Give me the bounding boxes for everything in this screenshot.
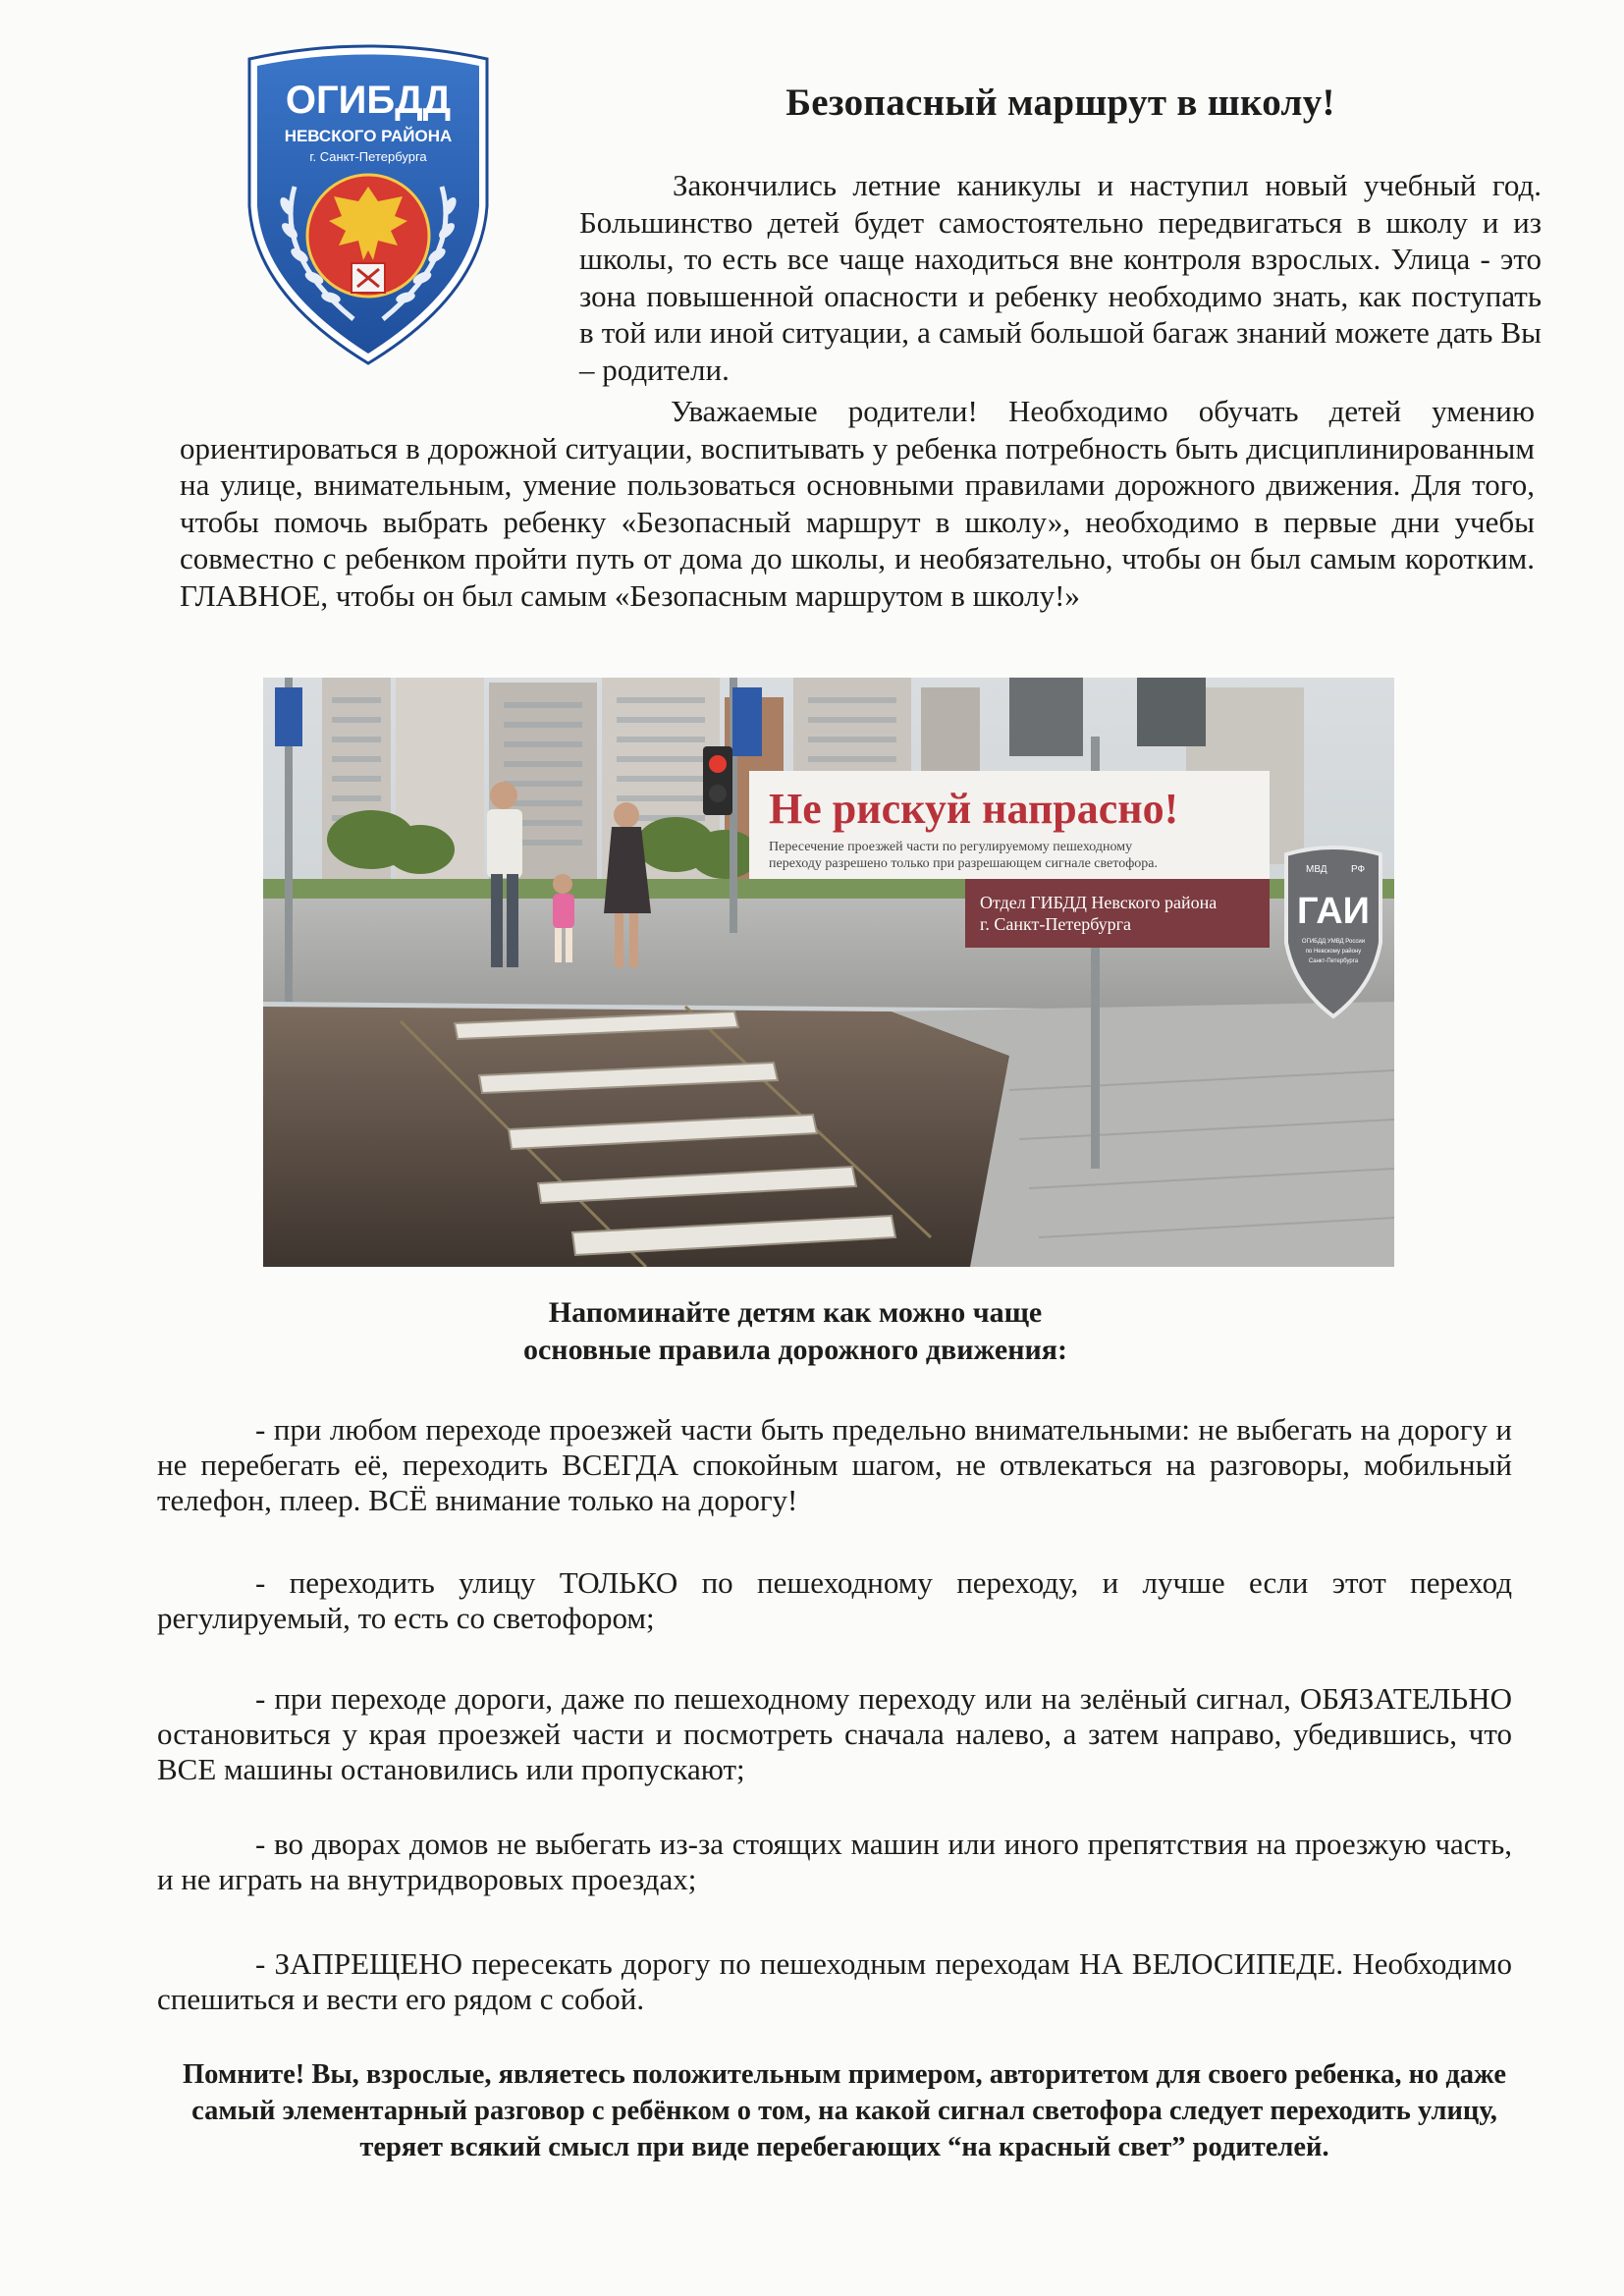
rule-item: - ЗАПРЕЩЕНО пересекать дорогу по пешеходным переходам НА ВЕЛОСИПЕДЕ. Необходимо спешиться и вести его рядом с собой.	[157, 1946, 1512, 2016]
badge-small-text-3: Санкт-Петербурга	[1308, 958, 1359, 964]
badge-small-text-2: по Невскому району	[1305, 949, 1362, 955]
document-title: Безопасный маршрут в школу!	[785, 82, 1335, 124]
ogibdd-emblem	[236, 39, 501, 368]
closing-paragraph: Помните! Вы, взрослые, являетесь положительным примером, авторитетом для своего ребенка, но даже самый элементарный разговор с ребёнком о том, на какой сигнал светофора следует переходить улицу, теряет всякий смысл при виде перебегающих “на красный свет” родителей.	[182, 2059, 1507, 2162]
safety-poster-photo	[263, 678, 1394, 1267]
subheading-line-2: основные правила дорожного движения:	[522, 1334, 1068, 1366]
badge-top-right: РФ	[1351, 864, 1366, 875]
rule-item: - при переходе дороги, даже по пешеходному переходу или на зелёный сигнал, ОБЯЗАТЕЛЬНО остановиться у края проезжей части и посмотреть сначала налево, а затем направо, убедившись, что ВСЕ машины остановились или пропускают;	[157, 1681, 1512, 1786]
badge-main-text: ГАИ	[1297, 891, 1370, 932]
badge-small-text-1: ОГИБДД УМВД России	[1301, 939, 1366, 945]
rule-item: - во дворах домов не выбегать из-за стоящих машин или иного препятствия на проезжую часть, и не играть на внутридворовых проездах;	[157, 1827, 1512, 1896]
rule-item: - при любом переходе проезжей части быть предельно внимательными: не выбегать на дорогу и не перебегать её, переходить ВСЕГДА спокойным шагом, не отвлекаться на разговоры, мобильный телефон, плеер. ВСЁ внимание только на дорогу!	[157, 1412, 1512, 1517]
badge-top-left: МВД	[1306, 864, 1327, 875]
subheading-line-1: Напоминайте детям как можно чаще	[548, 1296, 1043, 1329]
shield-icon	[236, 39, 501, 368]
poster-caption-line-1: Пересечение проезжей части по регулируемому пешеходному	[769, 840, 1133, 854]
poster-caption-line-2: переходу разрешено только при разрешающем сигнале светофора.	[769, 856, 1158, 871]
poster-headline: Не рискуй напрасно!	[769, 785, 1179, 833]
rules-subheading	[393, 1294, 1198, 1369]
rule-item: - переходить улицу ТОЛЬКО по пешеходному переходу, и лучше если этот переход регулируемый, то есть со светофором;	[157, 1565, 1512, 1635]
emblem-subtitle: НЕВСКОГО РАЙОНА	[284, 127, 453, 145]
emblem-city: г. Санкт-Петербурга	[309, 149, 427, 164]
poster-department-line-2: г. Санкт-Петербурга	[980, 914, 1132, 934]
emblem-title: ОГИБДД	[285, 79, 452, 122]
poster-department-line-1: Отдел ГИБДД Невского района	[980, 893, 1218, 912]
intro-paragraph-2: Уважаемые родители! Необходимо обучать детей умению ориентироваться в дорожной ситуации, воспитывать у ребенка потребность быть дисциплинированным на улице, внимательным, умение пользоваться основными правилами дорожного движения. Для того, чтобы помочь выбрать ребенку «Безопасный маршрут в школу», необходимо в первые дни учебы совместно с ребенком пройти путь от дома до школы, и необязательно, чтобы он был самым коротким. ГЛАВНОЕ, чтобы он был самым «Безопасным маршрутом в школу!»	[180, 394, 1535, 613]
intro-paragraph-1: Закончились летние каникулы и наступил новый учебный год. Большинство детей будет самостоятельно передвигаться в школу и из школы, то есть все чаще находиться вне контроля взрослых. Улица - это зона повышенной опасности и ребенку необходимо знать, как поступать в той или иной ситуации, а самый большой багаж знаний можете дать Вы – родители.	[579, 168, 1542, 387]
